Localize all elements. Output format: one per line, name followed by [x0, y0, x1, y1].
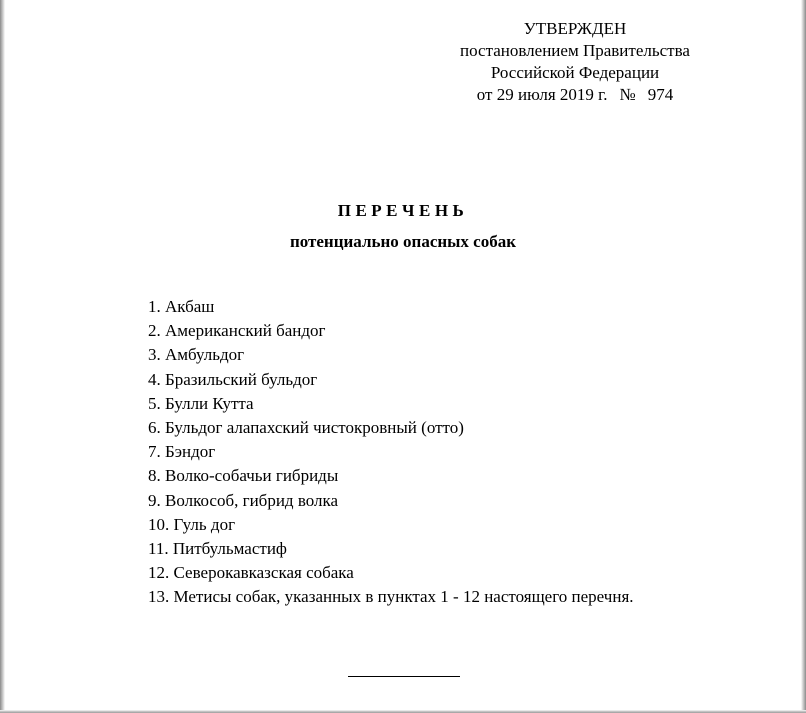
- breed-item: 11. Питбульмастиф: [148, 539, 287, 559]
- breed-item: 13. Метисы собак, указанных в пунктах 1 - 12 настоящего перечня.: [148, 587, 634, 607]
- document-title: ПЕРЕЧЕНЬ: [337, 201, 469, 220]
- approval-line-1: постановлением Правительства: [460, 41, 690, 60]
- closing-divider: [348, 676, 460, 677]
- breed-item: 7. Бэндог: [148, 442, 216, 462]
- approval-line-2: Российской Федерации: [490, 63, 660, 82]
- document-subtitle: потенциально опасных собак: [289, 232, 517, 251]
- breed-list: [148, 295, 634, 610]
- breed-item: 6. Бульдог алапахский чистокровный (отто): [148, 418, 464, 438]
- approval-block: [425, 18, 725, 106]
- breed-item: 10. Гуль дог: [148, 514, 236, 534]
- breed-item: 1. Акбаш: [148, 297, 215, 316]
- approval-heading: УТВЕРЖДЕН: [523, 19, 627, 38]
- approval-number: 974: [647, 85, 674, 104]
- page-shadow-right: [801, 0, 806, 713]
- breed-item: 3. Амбульдог: [148, 345, 245, 365]
- breed-item: 9. Волкособ, гибрид волка: [148, 490, 339, 510]
- breed-item: 8. Волко-собачьи гибриды: [148, 466, 339, 486]
- approval-date-line: [425, 84, 725, 106]
- breed-item: 4. Бразильский бульдог: [148, 369, 318, 389]
- document-page: [5, 0, 801, 710]
- breed-item: 2. Американский бандог: [148, 321, 326, 341]
- approval-date: от 29 июля 2019 г.: [476, 85, 608, 104]
- breed-item: 5. Булли Кутта: [148, 393, 254, 413]
- breed-item: 12. Северокавказская собака: [148, 563, 354, 583]
- approval-number-sign: №: [619, 85, 636, 104]
